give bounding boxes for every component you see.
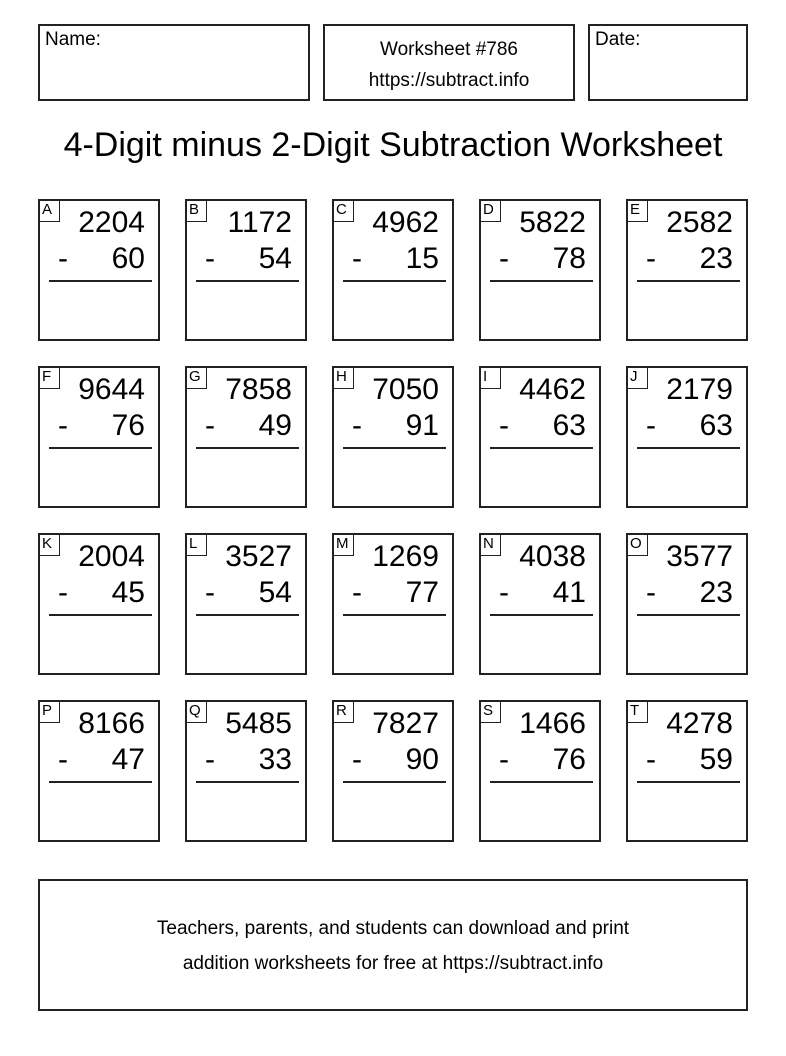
date-label: Date:: [595, 29, 641, 50]
problem-card[interactable]: [332, 700, 454, 842]
problem-card[interactable]: [332, 533, 454, 675]
answer-line: [196, 781, 299, 783]
problem-card[interactable]: [38, 366, 160, 508]
subtrahend: 59: [699, 743, 733, 776]
answer-line: [196, 447, 299, 449]
answer-line: [196, 614, 299, 616]
subtrahend: 76: [552, 743, 586, 776]
minuend: 7050: [372, 373, 439, 406]
page-title: 4-Digit minus 2-Digit Subtraction Worksheet: [63, 126, 723, 164]
subtrahend: 23: [699, 242, 733, 275]
minus-sign: -: [646, 242, 656, 275]
footer-note: [38, 879, 748, 1011]
minus-sign: -: [499, 743, 509, 776]
problem-card[interactable]: [626, 700, 748, 842]
minuend: 3577: [666, 540, 733, 573]
answer-line: [49, 781, 152, 783]
answer-line: [343, 614, 446, 616]
problem-card[interactable]: [185, 700, 307, 842]
subtrahend: 23: [699, 576, 733, 609]
subtrahend: 15: [405, 242, 439, 275]
answer-line: [490, 447, 593, 449]
minuend: 4038: [519, 540, 586, 573]
problem-card[interactable]: [38, 700, 160, 842]
minus-sign: -: [646, 576, 656, 609]
problem-card[interactable]: [38, 199, 160, 341]
minuend: 9644: [78, 373, 145, 406]
minuend: 3527: [225, 540, 292, 573]
minuend: 2179: [666, 373, 733, 406]
minuend: 1466: [519, 707, 586, 740]
subtrahend: 54: [258, 576, 292, 609]
minuend: 2004: [78, 540, 145, 573]
subtrahend: 76: [111, 409, 145, 442]
problem-label: B: [185, 199, 207, 222]
minus-sign: -: [499, 242, 509, 275]
problem-card[interactable]: [332, 199, 454, 341]
problem-card[interactable]: [38, 533, 160, 675]
minuend: 5822: [519, 206, 586, 239]
problem-label: P: [38, 700, 60, 723]
answer-line: [49, 280, 152, 282]
problem-card[interactable]: [626, 199, 748, 341]
answer-line: [196, 280, 299, 282]
subtrahend: 47: [111, 743, 145, 776]
minuend: 5485: [225, 707, 292, 740]
minus-sign: -: [646, 743, 656, 776]
answer-line: [637, 781, 740, 783]
problem-label: T: [626, 700, 648, 723]
problem-card[interactable]: [479, 199, 601, 341]
minuend: 1269: [372, 540, 439, 573]
minus-sign: -: [205, 576, 215, 609]
footer-line-1: Teachers, parents, and students can download and print: [156, 918, 630, 939]
minus-sign: -: [352, 242, 362, 275]
problem-card[interactable]: [185, 533, 307, 675]
subtrahend: 90: [405, 743, 439, 776]
problem-label: C: [332, 199, 354, 222]
minuend: 4462: [519, 373, 586, 406]
subtrahend: 63: [552, 409, 586, 442]
minuend: 8166: [78, 707, 145, 740]
problem-label: Q: [185, 700, 207, 723]
problem-label: O: [626, 533, 648, 556]
subtrahend: 41: [552, 576, 586, 609]
problem-label: F: [38, 366, 60, 389]
problem-label: R: [332, 700, 354, 723]
minuend: 7858: [225, 373, 292, 406]
problem-card[interactable]: [185, 199, 307, 341]
problem-label: I: [479, 366, 501, 389]
minus-sign: -: [646, 409, 656, 442]
problem-card[interactable]: [479, 533, 601, 675]
subtrahend: 78: [552, 242, 586, 275]
problem-label: N: [479, 533, 501, 556]
problem-label: A: [38, 199, 60, 222]
minus-sign: -: [205, 409, 215, 442]
minus-sign: -: [352, 743, 362, 776]
answer-line: [343, 447, 446, 449]
minuend: 2204: [78, 206, 145, 239]
minus-sign: -: [58, 242, 68, 275]
problem-card[interactable]: [185, 366, 307, 508]
problem-label: H: [332, 366, 354, 389]
minus-sign: -: [352, 409, 362, 442]
problem-card[interactable]: [479, 700, 601, 842]
answer-line: [490, 781, 593, 783]
problem-label: S: [479, 700, 501, 723]
problem-card[interactable]: [626, 366, 748, 508]
problem-label: M: [332, 533, 354, 556]
subtrahend: 91: [405, 409, 439, 442]
minuend: 4962: [372, 206, 439, 239]
name-label: Name:: [45, 29, 101, 50]
minuend: 4278: [666, 707, 733, 740]
minuend: 1172: [227, 206, 292, 239]
date-field[interactable]: [588, 24, 748, 101]
answer-line: [343, 280, 446, 282]
worksheet-number: Worksheet #786: [379, 39, 518, 60]
subtrahend: 33: [258, 743, 292, 776]
minus-sign: -: [58, 409, 68, 442]
problem-label: E: [626, 199, 648, 222]
answer-line: [490, 614, 593, 616]
problem-label: G: [185, 366, 207, 389]
worksheet-info-box: [323, 24, 575, 101]
problem-label: J: [626, 366, 648, 389]
answer-line: [49, 447, 152, 449]
minus-sign: -: [58, 576, 68, 609]
minus-sign: -: [499, 576, 509, 609]
minuend: 7827: [372, 707, 439, 740]
name-field[interactable]: [38, 24, 310, 101]
minus-sign: -: [58, 743, 68, 776]
minuend: 2582: [666, 206, 733, 239]
answer-line: [637, 280, 740, 282]
problem-label: L: [185, 533, 207, 556]
problem-card[interactable]: [332, 366, 454, 508]
problem-label: K: [38, 533, 60, 556]
footer-line-2: addition worksheets for free at https://subtract.info: [182, 953, 604, 974]
subtrahend: 49: [258, 409, 292, 442]
subtrahend: 60: [111, 242, 145, 275]
answer-line: [637, 447, 740, 449]
subtrahend: 77: [405, 576, 439, 609]
minus-sign: -: [352, 576, 362, 609]
problem-label: D: [479, 199, 501, 222]
subtrahend: 45: [111, 576, 145, 609]
subtrahend: 54: [258, 242, 292, 275]
answer-line: [343, 781, 446, 783]
problem-card[interactable]: [626, 533, 748, 675]
minus-sign: -: [499, 409, 509, 442]
minus-sign: -: [205, 743, 215, 776]
answer-line: [637, 614, 740, 616]
problem-card[interactable]: [479, 366, 601, 508]
answer-line: [490, 280, 593, 282]
minus-sign: -: [205, 242, 215, 275]
subtrahend: 63: [699, 409, 733, 442]
answer-line: [49, 614, 152, 616]
worksheet-url: https://subtract.info: [368, 70, 530, 91]
